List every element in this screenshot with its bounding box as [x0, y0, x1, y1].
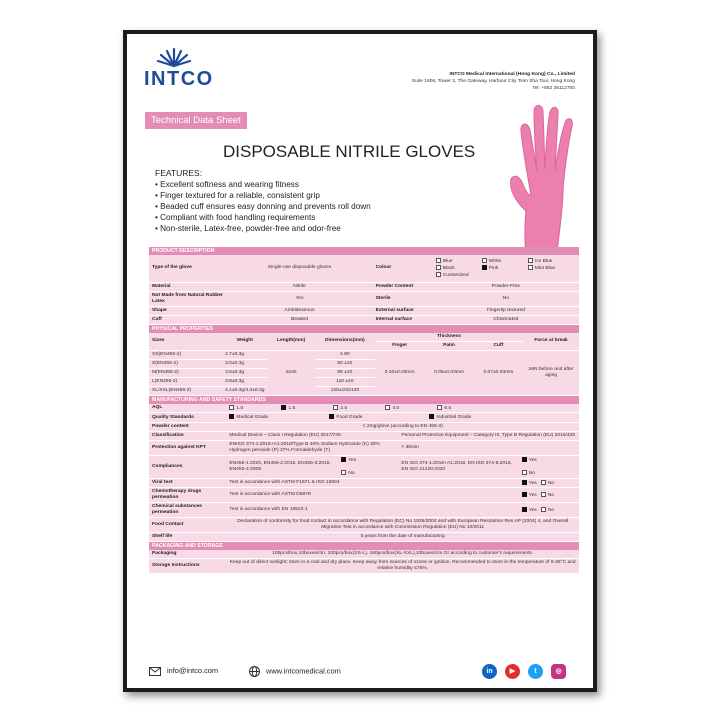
company-name: INTCO Medical International (Hong Kong) Co., Limited	[449, 72, 575, 77]
colour-option[interactable]: Mint Blue	[528, 265, 574, 272]
row-label: Cuff	[149, 315, 226, 324]
document-title: DISPOSABLE NITRILE GLOVES	[223, 142, 476, 161]
size-cell: M(EN455-2)	[149, 368, 222, 377]
food-value: Declaration of conformity for food contact in accordance with Regulation (EC) No 1935/2004 and with European Resolution Res AP (2004) 4, and Overall Migration Test in accordance with Commission Regulation (EU) No 10/2011	[226, 518, 579, 533]
row-label: Sterile	[373, 291, 433, 306]
row-label: Shape	[149, 306, 226, 315]
colour-options	[433, 255, 579, 282]
feature-item: • Compliant with food handling requirements	[155, 213, 316, 222]
checkbox[interactable]	[528, 265, 533, 270]
colour-label: Colour	[373, 255, 433, 282]
checkbox[interactable]	[385, 405, 390, 410]
checkbox[interactable]	[528, 258, 533, 263]
kpt-label: Protection against KPT	[149, 441, 226, 456]
technical-data-sheet-badge: Technical Data Sheet	[145, 112, 247, 129]
aql-option[interactable]: 6.5	[437, 405, 489, 412]
quality-option[interactable]: Medical Grade	[229, 414, 329, 421]
section-physical-properties: PHYSICAL PROPERTIES	[149, 325, 579, 333]
product-table	[149, 255, 579, 325]
checkbox[interactable]	[522, 470, 527, 475]
chem-label: Chemical substances permeation	[149, 503, 226, 518]
row-value: Fingertip textured	[433, 306, 579, 315]
col-header: Dimensions(mm)	[315, 333, 375, 351]
checkbox-checked[interactable]	[429, 414, 434, 419]
chemo-value: Test in accordance with ASTM D6978	[226, 488, 518, 503]
row-value: Powder-Free	[433, 282, 579, 291]
classification-b: Personal Protective Equipment – Category III, Type B Regulation (EU) 2016/425	[398, 432, 579, 441]
section-product-description: PRODUCT DESCRIPTION	[149, 247, 579, 255]
checkbox[interactable]	[541, 507, 546, 512]
globe-icon	[249, 666, 260, 677]
twitter-icon[interactable]: t	[528, 664, 543, 679]
finger-cell: 0.10±0.03mm	[375, 350, 424, 395]
viral-value: Test in accordance with ASTM F1671 & ISO 16604	[226, 478, 518, 488]
chemo-check: Yes No	[519, 488, 579, 503]
chem-value: Test in accordance with EN 16523-1	[226, 503, 518, 518]
checkbox[interactable]	[436, 265, 441, 270]
length-cell: ≥240	[267, 350, 314, 395]
row-label: Powder Content	[373, 282, 433, 291]
weight-cell: 2.7±0.3g	[222, 350, 267, 359]
feature-item: • Beaded cuff ensures easy donning and prevents roll down	[155, 202, 371, 211]
checkbox-checked[interactable]	[522, 480, 527, 485]
weight-cell: 3.5±0.3g	[222, 368, 267, 377]
storage-label: Storage Instructions	[149, 559, 226, 574]
col-header: Cuff	[474, 341, 523, 350]
col-header: Finger	[375, 341, 424, 350]
intco-logo	[144, 46, 214, 91]
powder-label: Powder content	[149, 423, 226, 432]
viral-label: Viral test	[149, 478, 226, 488]
aql-label: AQL	[149, 404, 226, 413]
colour-option[interactable]: Blue	[436, 258, 482, 265]
classification-label: Classification	[149, 432, 226, 441]
shelf-label: Shelf life	[149, 533, 226, 542]
colour-option[interactable]: Customized	[436, 272, 506, 279]
row-value: No	[433, 291, 579, 306]
checkbox-checked[interactable]	[522, 457, 527, 462]
linkedin-icon[interactable]: in	[482, 664, 497, 679]
dimension-cell: 80 ±10	[315, 359, 375, 368]
size-cell: XS(EN455-2)	[149, 350, 222, 359]
website-link[interactable]: www.intcomedical.com	[266, 666, 341, 676]
col-header: Force at break	[523, 333, 579, 351]
chem-check: Yes No	[519, 503, 579, 518]
checkbox[interactable]	[333, 405, 338, 410]
row-value: Chlorinated	[433, 315, 579, 324]
shelf-value: 5 years from the date of manufacturing	[226, 533, 579, 542]
checkbox-checked[interactable]	[341, 457, 346, 462]
type-value: Single-use disposable gloves	[226, 255, 372, 282]
colour-option[interactable]: Ice Blue	[528, 258, 574, 265]
dimension-cell: 95 ±10	[315, 368, 375, 377]
features-list	[155, 168, 371, 234]
colour-option[interactable]: Pink	[482, 265, 528, 272]
packaging-label: Packaging	[149, 550, 226, 559]
section-manufacturing-safety: MANUFACTURING AND SAFETY STANDARDS	[149, 396, 579, 404]
company-info	[412, 71, 575, 92]
type-label: Type of the glove	[149, 255, 226, 282]
features-heading: FEATURES:	[155, 168, 203, 178]
packaging-value: 100pcs/box,10boxes/ctn; 200pcs/box(XS-L), 180pcs/box(XL-XXL),10boxes/ctn Or according to customer's requirements.	[226, 550, 579, 559]
classification-a: Medical Device – Class I Regulation (EU) 2017/745	[226, 432, 398, 441]
viral-check: Yes No	[519, 478, 579, 488]
compliance-a-check: Yes No	[338, 456, 398, 479]
colour-option[interactable]: White	[482, 258, 528, 265]
checkbox[interactable]	[436, 272, 441, 277]
powder-value: < 2mg/glove (according to EN 455-3)	[226, 423, 579, 432]
website-contact	[249, 666, 341, 677]
email-link[interactable]: info@intco.com	[167, 666, 219, 675]
col-header: Thickness	[375, 333, 523, 342]
row-label: Internal surface	[373, 315, 433, 324]
weight-cell: 3.0±0.3g	[222, 359, 267, 368]
quality-option[interactable]: Industrial Grade	[429, 414, 529, 421]
kpt-b: > 30min	[398, 441, 579, 456]
size-cell: S(EN455-2)	[149, 359, 222, 368]
checkbox-checked[interactable]	[522, 507, 527, 512]
weight-cell: 4.1±0.3g/4.4±0.3g	[222, 386, 267, 395]
col-header: Palm	[424, 341, 473, 350]
chemo-label: Chemotherapy drugs permeation	[149, 488, 226, 503]
row-value: Yes	[226, 291, 372, 306]
checkbox-checked[interactable]	[229, 414, 234, 419]
col-header: Sizes	[149, 333, 222, 351]
packaging-table	[149, 550, 579, 574]
datasheet-page	[123, 30, 597, 692]
spec-tables	[149, 247, 579, 574]
row-label: Material	[149, 282, 226, 291]
checkbox[interactable]	[341, 470, 346, 475]
instagram-icon[interactable]: ◎	[551, 664, 566, 679]
compliances-label: Compliances	[149, 456, 226, 479]
checkbox[interactable]	[436, 258, 441, 263]
checkbox-checked[interactable]	[482, 265, 487, 270]
col-header: Length(mm)	[267, 333, 314, 351]
company-tel: Tel: +852 36112700	[532, 86, 575, 91]
col-header: Weight	[222, 333, 267, 351]
size-cell: L(EN455-2)	[149, 377, 222, 386]
logo-rays-icon	[156, 46, 192, 68]
aql-option[interactable]: 1.5	[281, 405, 333, 412]
aql-option[interactable]: 2.5	[333, 405, 385, 412]
feature-item: • Finger textured for a reliable, consistent grip	[155, 191, 320, 200]
aql-option[interactable]: 1.0	[229, 405, 281, 412]
row-value: Ambidextrous	[226, 306, 372, 315]
email-icon	[149, 667, 161, 676]
row-value: Nitrile	[226, 282, 372, 291]
checkbox[interactable]	[541, 492, 546, 497]
quality-options	[226, 413, 579, 423]
row-label: External surface	[373, 306, 433, 315]
safety-table	[149, 404, 579, 543]
checkbox[interactable]	[541, 480, 546, 485]
storage-value: Keep out of direct sunlight; store in a cool and dry place. Keep away from sources of ozone or ignition. Recommended to store in the temperature of 5-38°C and relative humidity ≤75%.	[226, 559, 579, 574]
dimension-cell: ≤ 80	[315, 350, 375, 359]
feature-item: • Excellent softness and wearing fitness	[155, 180, 299, 189]
feature-item: • Non-sterile, Latex-free, powder-free and odor-free	[155, 224, 341, 233]
weight-cell: 3.8±0.3g	[222, 377, 267, 386]
physical-table	[149, 333, 579, 396]
compliance-b-check: Yes No	[519, 456, 579, 479]
cuff-cell: 0.07±0.03mm	[474, 350, 523, 395]
checkbox[interactable]	[482, 258, 487, 263]
email-contact	[149, 666, 218, 676]
header	[127, 34, 593, 106]
company-address: Suite 1606, Tower 2, The Gateway, Harbour City Tsim Sha Tsui, Hong Kong	[411, 79, 575, 84]
section-packaging-storage: PACKAGING AND STORAGE	[149, 542, 579, 550]
quality-option[interactable]: Food Grade	[329, 414, 429, 421]
checkbox-checked[interactable]	[522, 492, 527, 497]
checkbox[interactable]	[437, 405, 442, 410]
quality-label: Quality Standards	[149, 413, 226, 423]
youtube-icon[interactable]: ▶	[505, 664, 520, 679]
force-cell: ≥6N before and after aging	[523, 350, 579, 395]
aql-options	[226, 404, 579, 413]
food-label: Food Contact	[149, 518, 226, 533]
kpt-a: ENISO 374-1:2016+A1:2018/Type B 40% Sodium Hydroxide (K) 30% Hydrogen peroxide (P) 37% Formaldehyde (T)	[226, 441, 398, 456]
aql-option[interactable]: 4.0	[385, 405, 437, 412]
row-label: Not Made from Natural Rubber Latex	[149, 291, 226, 306]
row-value: Beaded	[226, 315, 372, 324]
checkbox[interactable]	[229, 405, 234, 410]
checkbox-checked[interactable]	[329, 414, 334, 419]
logo-text: INTCO	[144, 68, 214, 90]
footer	[127, 660, 593, 682]
checkbox-checked[interactable]	[281, 405, 286, 410]
size-cell: XL/XXL(EN455-2)	[149, 386, 222, 395]
colour-option[interactable]: Black	[436, 265, 482, 272]
dimension-cell: 120±10/≥120	[315, 386, 375, 395]
dimension-cell: 110 ±10	[315, 377, 375, 386]
palm-cell: 0.08±0.03mm	[424, 350, 473, 395]
compliance-b: EN ISO 374-1:2016+A1:2018, EN ISO 374-5:2016, EN ISO 21420:2020	[398, 456, 518, 479]
compliance-a: EN455-1:2020, EN455-2:2015, EN455-3:2015, EN455-4:2009	[226, 456, 338, 479]
